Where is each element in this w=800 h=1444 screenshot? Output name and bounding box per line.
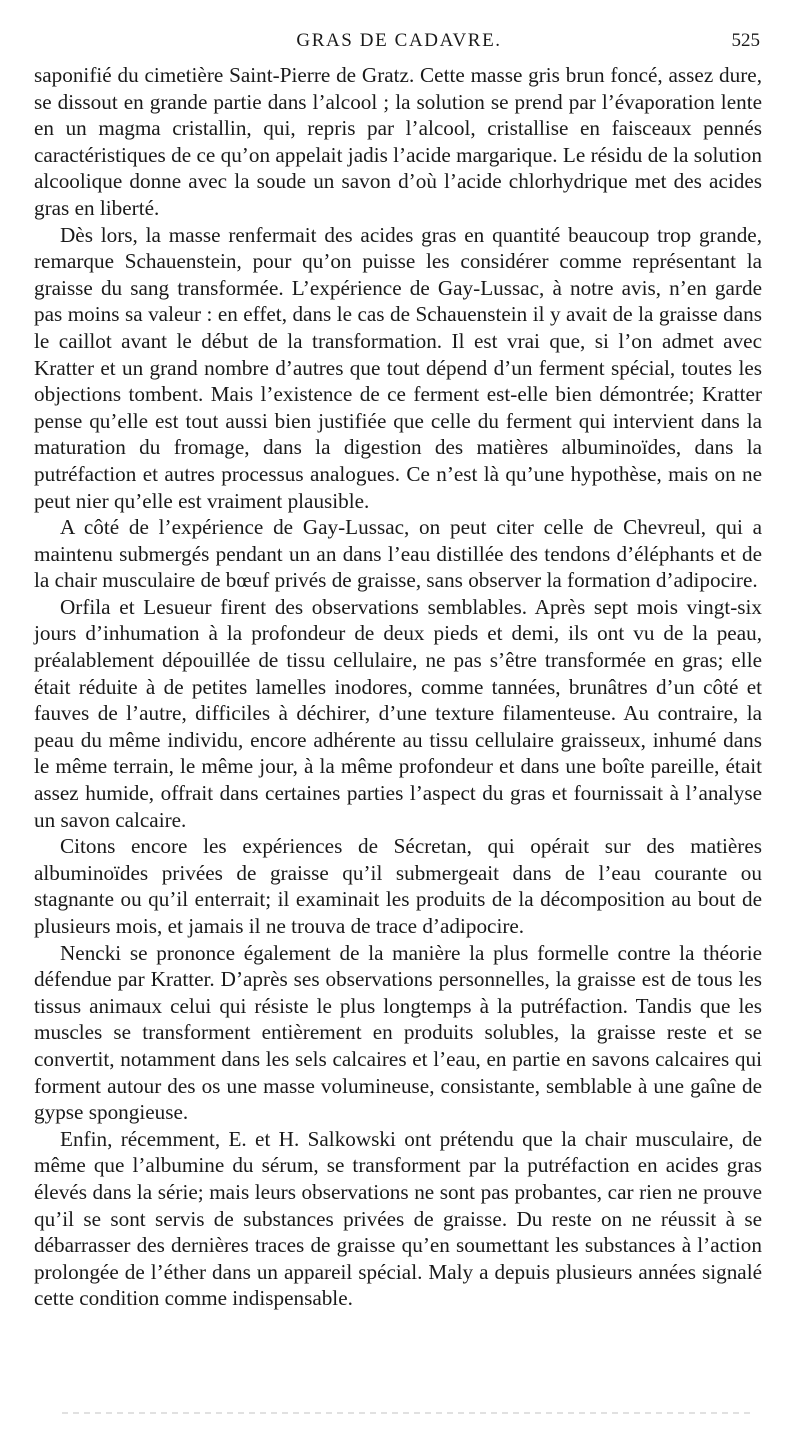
faint-bleed-through-line <box>62 1412 752 1414</box>
paragraph-continuation: saponifié du cimetière Saint-Pierre de Gratz. Cette masse gris brun foncé, assez dure, se dissout en grande partie dans l’alcool ; la solution se prend par l’évaporation lente en un magma cristallin, qui, repris par l’alcool, cristallise en faisceaux pennés caractéristiques de ce qu’on appelait jadis l’acide margarique. Le résidu de la solution alcoolique donne avec la soude un savon d’où l’acide chlorhydrique met des acides gras en liberté. <box>34 63 762 220</box>
paragraph-orfila: Orfila et Lesueur firent des observations semblables. Après sept mois vingt-six jours d’inhumation à la profondeur de deux pieds et demi, ils ont vu de la peau, préalablement dépouillée de tissu cellulaire, ne pas s’être transformée en gras; elle était réduite à de petites lamelles inodores, comme tannées, brunâtres d’un côté et fauves de l’autre, difficiles à déchirer, d’une texture filamenteuse. Au contraire, la peau du même individu, encore adhérente au tissu cellulaire graisseux, inhumé dans le même terrain, le même jour, à la même profondeur et dans une boîte pareille, était assez humide, offrait dans certaines parties l’aspect du gras et fournissait à l’analyse un savon calcaire. <box>34 594 762 832</box>
body-text <box>34 62 762 1312</box>
page-number: 525 <box>731 30 760 51</box>
paragraph-schauenstein: Dès lors, la masse renfermait des acides gras en quantité beaucoup trop grande, remarque Schauenstein, pour qu’on puisse les considérer comme représentant la graisse du sang transformée. L’expérience de Gay-Lussac, à notre avis, n’en garde pas moins sa valeur : en effet, dans le cas de Schauenstein il y avait de la graisse dans le caillot avant le début de la transformation. Il est vrai que, si l’on admet avec Kratter et un grand nombre d’autres que tout dépend d’un ferment spécial, toutes les objections tombent. Mais l’existence de ce ferment est-elle bien démontrée; Kratter pense qu’elle est tout aussi bien justifiée que celle du ferment qui intervient dans la maturation du fromage, dans la digestion des matières albuminoïdes, dans la putréfaction et autres processus analogues. Ce n’est là qu’une hypothèse, mais on ne peut nier qu’elle est vraiment plausible. <box>34 222 762 513</box>
paragraph-nencki: Nencki se prononce également de la manière la plus formelle contre la théorie défendue par Kratter. D’après ses observations personnelles, la graisse est de tous les tissus animaux celui qui résiste le plus longtemps à la putréfaction. Tandis que les muscles se transforment entièrement en produits solubles, la graisse reste et se convertit, notamment dans les sels calcaires et l’eau, en partie en savons calcaires qui forment autour des os une masse volumineuse, consistante, semblable à une gaîne de gypse spongieuse. <box>34 940 762 1125</box>
paragraph-secretan: Citons encore les expériences de Sécretan, qui opérait sur des matières albuminoïdes privées de graisse qu’il submergeait dans de l’eau courante ou stagnante ou qu’il enterrait; il examinait les produits de la décomposition au bout de plusieurs mois, et jamais il ne trouva de trace d’adipocire. <box>34 834 762 938</box>
running-title: GRAS DE CADAVRE. <box>296 30 502 51</box>
paragraph-salkowski: Enfin, récemment, E. et H. Salkowski ont prétendu que la chair musculaire, de même que l’albumine du sérum, se transforment par la putréfaction en acides gras élevés dans la série; mais leurs observations ne sont pas probantes, car rien ne prouve qu’il se sont servis de substances privées de graisse. Du reste on ne réussit à se débarrasser des dernières traces de graisse qu’en soumettant les substances à l’action prolongée de l’éther dans un appareil spécial. Maly a depuis plusieurs années signalé cette condition comme indispensable. <box>34 1126 762 1311</box>
running-head <box>34 30 764 56</box>
paragraph-chevreul: A côté de l’expérience de Gay-Lussac, on peut citer celle de Chevreul, qui a maintenu submergés pendant un an dans l’eau distillée des tendons d’éléphants et de la chair musculaire de bœuf privés de graisse, sans observer la formation d’adipocire. <box>34 515 762 593</box>
